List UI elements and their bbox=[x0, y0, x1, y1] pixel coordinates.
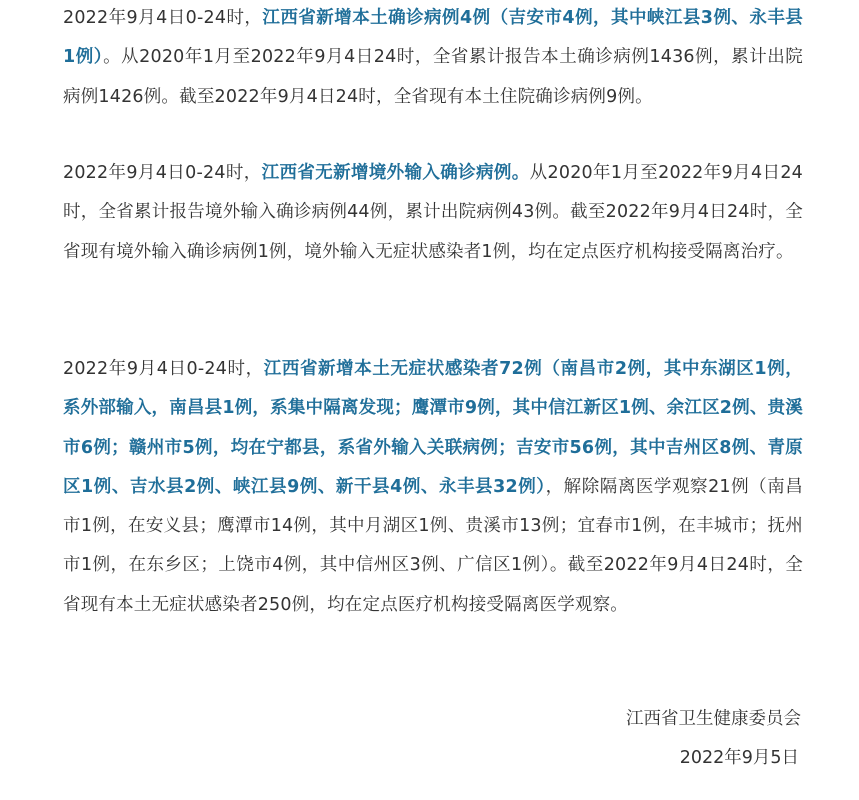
paragraph-asymptomatic-cases bbox=[63, 350, 803, 625]
paragraph-local-confirmed-cases bbox=[63, 0, 803, 117]
signature-date: 2022年9月5日 bbox=[679, 748, 799, 768]
signature-block bbox=[626, 700, 801, 778]
paragraph-2-highlight: 江西省无新增境外输入确诊病例。 bbox=[261, 163, 530, 183]
paragraph-imported-cases bbox=[63, 154, 803, 272]
paragraph-1-body: 。从2020年1月至2022年9月4日24时，全省累计报告本土确诊病例1436例，累计出院病例1426例。截至2022年9月4日24时，全省现有本土住院确诊病例9例。 bbox=[63, 47, 803, 107]
paragraph-3-date: 2022年9月4日0-24时， bbox=[63, 359, 264, 379]
paragraph-1-highlight: 江西省新增本土确诊病例4例（吉安市4例，其中峡江县3例、永丰县1例） bbox=[63, 8, 803, 68]
paragraph-3-body: ，解除隔离医学观察21例（南昌市1例，在安义县；鹰潭市14例，其中月湖区1例、贵溪市13例；宜春市1例，在丰城市；抚州市1例，在东乡区；上饶市4例，其中信州区3例、广信区1例）。截至2022年9月4日24时，全省现有本土无症状感染者250例，均在定点医疗机构接受隔离医学观察。 bbox=[63, 476, 803, 615]
paragraph-2-body: 从2020年1月至2022年9月4日24时，全省累计报告境外输入确诊病例44例，累计出院病例43例。截至2022年9月4日24时，全省现有境外输入确诊病例1例，境外输入无症状感染者1例，均在定点医疗机构接受隔离治疗。 bbox=[63, 163, 803, 262]
paragraph-2-date: 2022年9月4日0-24时， bbox=[63, 163, 262, 183]
paragraph-1-date: 2022年9月4日0-24时， bbox=[63, 8, 263, 28]
signature-organization: 江西省卫生健康委员会 bbox=[626, 709, 801, 729]
paragraph-3-highlight: 江西省新增本土无症状感染者72例（南昌市2例，其中东湖区1例，系外部输入，南昌县1例，系集中隔离发现；鹰潭市9例，其中信江新区1例、余江区2例、贵溪市6例；赣州市5例，均在宁都县，系省外输入关联病例；吉安市56例，其中吉州区8例、青原区1例、吉水县2例、峡江县9例、新干县4例、永丰县32例） bbox=[63, 359, 803, 497]
